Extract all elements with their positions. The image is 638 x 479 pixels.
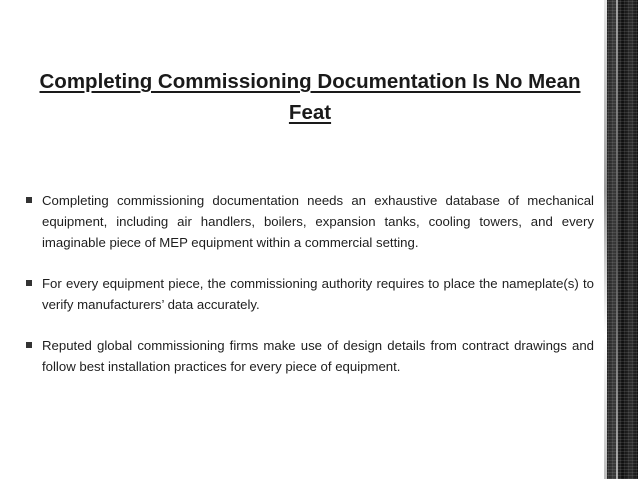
bullet-text: Completing commissioning documentation needs an exhaustive database of mechanical equipment, including air handlers, boilers, expansion tanks, cooling towers, and every imaginable piece of MEP equipment within a commercial setting. xyxy=(42,193,594,250)
slide-title: Completing Commissioning Documentation Is No Mean Feat xyxy=(39,70,581,124)
decorative-edge-strip xyxy=(604,0,638,479)
bullet-item xyxy=(26,273,594,315)
square-bullet-icon xyxy=(26,342,32,348)
bullet-text: For every equipment piece, the commissioning authority requires to place the nameplate(s) to verify manufacturers’ data accurately. xyxy=(42,276,594,312)
bullet-item xyxy=(26,190,594,253)
bullet-list xyxy=(26,190,594,397)
square-bullet-icon xyxy=(26,280,32,286)
square-bullet-icon xyxy=(26,197,32,203)
bullet-item xyxy=(26,335,594,377)
bullet-text: Reputed global commissioning firms make use of design details from contract drawings and follow best installation practices for every piece of equipment. xyxy=(42,338,594,374)
